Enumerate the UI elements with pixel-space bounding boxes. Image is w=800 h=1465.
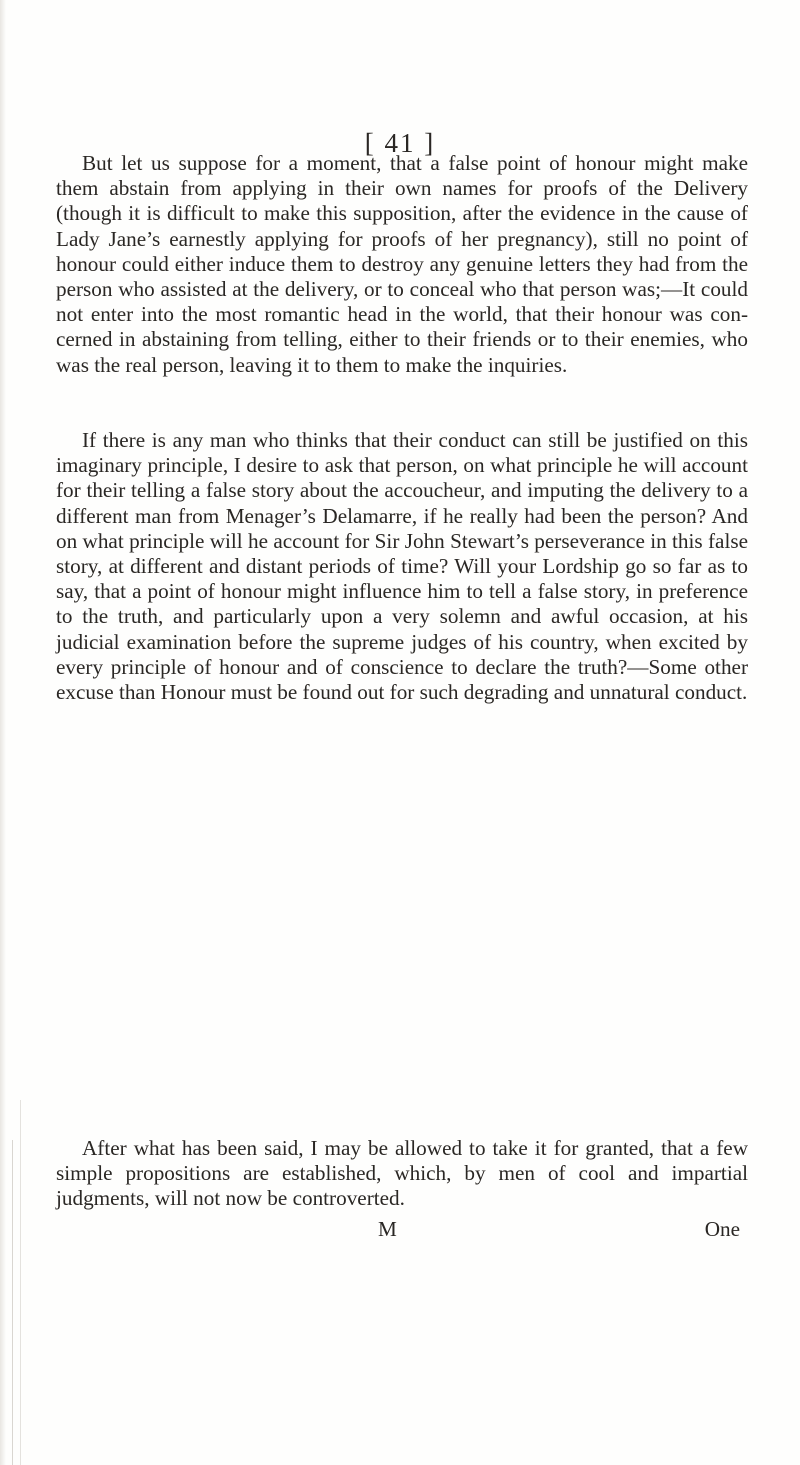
- page-number: [ 41 ]: [364, 128, 436, 158]
- paragraph-3: After what has been said, I may be allowed to take it for granted, that a few simple propositions are established, which, by men of cool and impartial judgments, will not now be controverted.: [56, 1136, 748, 1211]
- paragraph-2: If there is any man who thinks that their conduct can still be justified on this imaginary principle, I desire to ask that person, on what principle he will account for their telling a false story about the accoucheur, and imputing the delivery to a different man from Menager’s Delamarre, if he really had been the person? And on what principle will he account for Sir John Stewart’s perseverance in this false story, at different and distant periods of time? Will your Lordship go so far as to say, that a point of honour might influence him to tell a false story, in preference to the truth, and particularly upon a very solemn and awful occasion, at his judicial examination before the supreme judges of his country, when excited by every principle of honour and of conscience to declare the truth?—Some other excuse than Honour must be found out for such degrading and unnatural conduct.: [56, 428, 748, 705]
- margin-line-faint: [20, 1100, 21, 1465]
- page-edge-shadow: [0, 0, 6, 1465]
- margin-line: [12, 1140, 13, 1465]
- catchword: One: [704, 1217, 740, 1241]
- paragraph-1: But let us suppose for a moment, that a false point of honour might make them abstain from applying in their own names for proofs of the Delivery (though it is difficult to make this supposition, after the evidence in the cause of Lady Jane’s earnestly applying for proofs of her pregnancy), still no point of honour could either induce them to destroy any genuine letters they had from the person who assisted at the delivery, or to conceal who that person was;—It could not enter into the most romantic head in the world, that their honour was concerned in abstaining from telling, either to their friends or to their enemies, who was the real person, leaving it to them to make the inquiries.: [56, 151, 748, 377]
- signature-mark: M: [378, 1217, 397, 1241]
- page-footer: [56, 1217, 748, 1245]
